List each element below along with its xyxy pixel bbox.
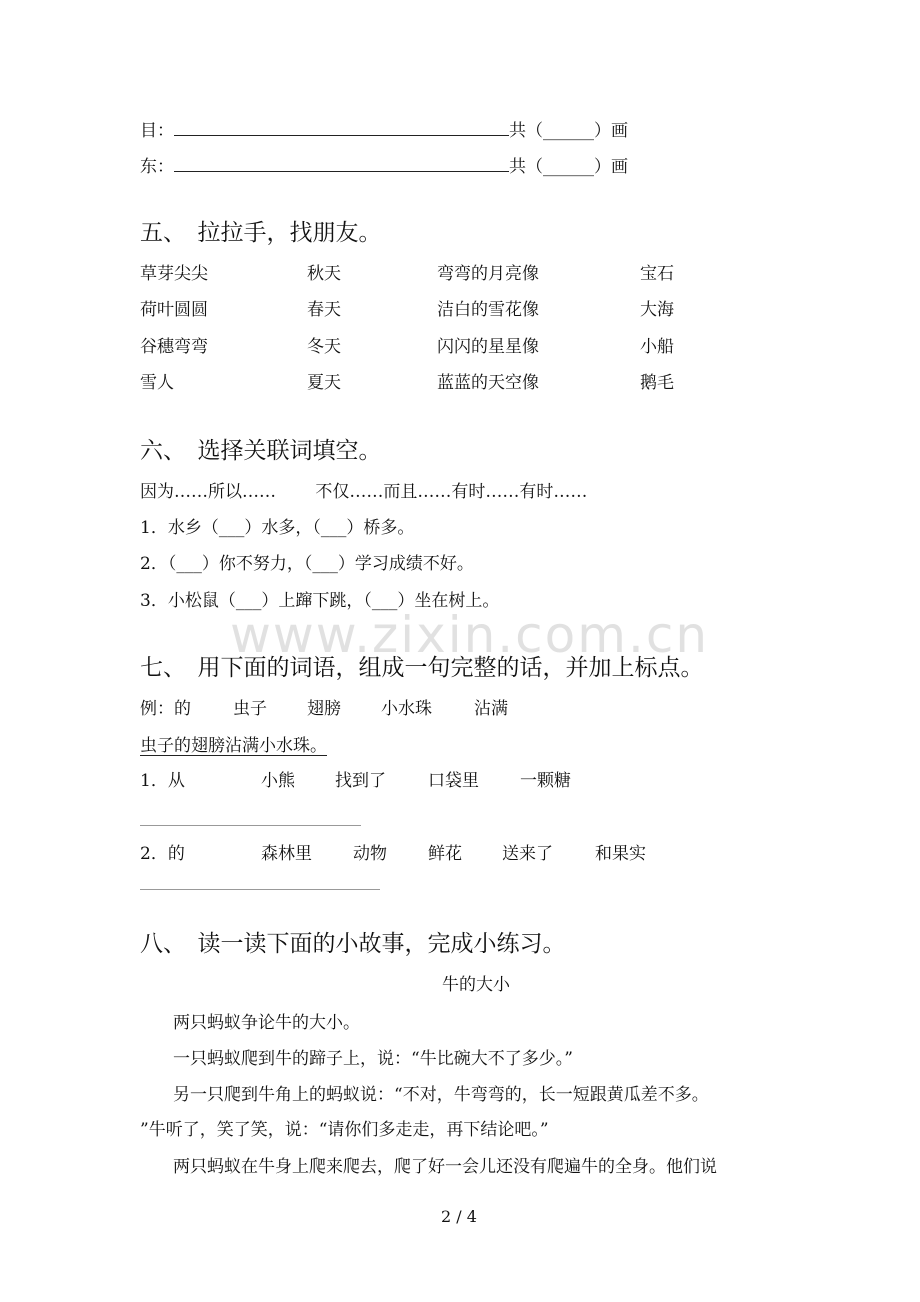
s7-q2-word-2: 森林里 bbox=[261, 844, 312, 864]
s5-r3-c1: 谷穗弯弯 bbox=[140, 337, 208, 357]
story-paragraph-2: 一只蚂蚁爬到牛的蹄子上，说：“牛比碗大不了多少。” bbox=[173, 1049, 573, 1069]
s7-example-word-2: 虫子 bbox=[233, 699, 267, 719]
s5-r3-c2: 冬天 bbox=[307, 337, 341, 357]
s6-item-2: 2．（___）你不努力，（___）学习成绩不好。 bbox=[140, 554, 474, 574]
s7-q2-word-3: 动物 bbox=[353, 844, 387, 864]
s7-example-answer: 虫子的翅膀沾满小水珠。 bbox=[140, 736, 327, 756]
s7-q2-word-6: 和果实 bbox=[595, 844, 646, 864]
s5-r1-c1: 草芽尖尖 bbox=[140, 264, 208, 284]
s5-r4-c1: 雪人 bbox=[140, 373, 174, 393]
s5-r3-c4: 小船 bbox=[640, 337, 674, 357]
story-title: 牛的大小 bbox=[442, 975, 510, 995]
s5-r2-c1: 荷叶圆圆 bbox=[140, 300, 208, 320]
stroke-row-1-line[interactable] bbox=[174, 120, 509, 136]
s5-r4-c4: 鹅毛 bbox=[640, 373, 674, 393]
s5-r4-c3: 蓝蓝的天空像 bbox=[437, 373, 539, 393]
story-paragraph-3b: ”牛听了，笑了笑，说：“请你们多走走，再下结论吧。” bbox=[140, 1120, 549, 1140]
s7-q2-word-5: 送来了 bbox=[502, 844, 553, 864]
stroke-row-1-label: 目： bbox=[140, 121, 174, 141]
stroke-row-1-suffix: 共（______）画 bbox=[509, 121, 628, 141]
s7-q1-answer-line[interactable] bbox=[140, 825, 361, 826]
s7-q2-answer-line[interactable] bbox=[140, 889, 380, 890]
section-7-heading: 七、 用下面的词语，组成一句完整的话，并加上标点。 bbox=[140, 655, 704, 681]
s5-r4-c2: 夏天 bbox=[307, 373, 341, 393]
s7-q1-word-3: 找到了 bbox=[335, 771, 386, 791]
s7-example-word-5: 沾满 bbox=[474, 699, 508, 719]
page-number: 2 / 4 bbox=[441, 1207, 477, 1226]
story-paragraph-4: 两只蚂蚁在牛身上爬来爬去，爬了好一会儿还没有爬遍牛的全身。他们说 bbox=[173, 1157, 717, 1177]
watermark: www.zixin.com.cn bbox=[230, 606, 710, 664]
s5-r3-c3: 闪闪的星星像 bbox=[437, 337, 539, 357]
s7-q1-word-1: 1．从 bbox=[140, 771, 185, 791]
stroke-row-2-suffix: 共（______）画 bbox=[509, 157, 628, 177]
section-5-heading: 五、 拉拉手，找朋友。 bbox=[140, 220, 382, 246]
story-paragraph-3a: 另一只爬到牛角上的蚂蚁说：“不对，牛弯弯的，长一短跟黄瓜差不多。 bbox=[173, 1085, 709, 1105]
section-8-heading: 八、 读一读下面的小故事，完成小练习。 bbox=[140, 931, 566, 957]
s5-r2-c4: 大海 bbox=[640, 300, 674, 320]
s5-r2-c2: 春天 bbox=[307, 300, 341, 320]
s7-example-word-1: 例：的 bbox=[140, 699, 191, 719]
s5-r1-c2: 秋天 bbox=[307, 264, 341, 284]
stroke-row-2-label: 东： bbox=[140, 157, 174, 177]
stroke-row-1 bbox=[140, 120, 628, 141]
s6-item-1: 1．水乡（___）水多，（___）桥多。 bbox=[140, 518, 415, 538]
s7-example-word-4: 小水珠 bbox=[381, 699, 432, 719]
s7-example-word-3: 翅膀 bbox=[307, 699, 341, 719]
s5-r1-c3: 弯弯的月亮像 bbox=[437, 264, 539, 284]
s6-item-3: 3．小松鼠（___）上蹿下跳，（___）坐在树上。 bbox=[140, 591, 500, 611]
s7-q2-word-1: 2．的 bbox=[140, 844, 185, 864]
s7-q1-word-5: 一颗糖 bbox=[520, 771, 571, 791]
s5-r1-c4: 宝石 bbox=[640, 264, 674, 284]
s7-q1-word-4: 口袋里 bbox=[428, 771, 479, 791]
s7-q1-word-2: 小熊 bbox=[261, 771, 295, 791]
story-paragraph-1: 两只蚂蚁争论牛的大小。 bbox=[173, 1013, 360, 1033]
conjunction-options: 因为……所以…… 不仅……而且……有时……有时…… bbox=[140, 482, 588, 502]
s7-q2-word-4: 鲜花 bbox=[428, 844, 462, 864]
s5-r2-c3: 洁白的雪花像 bbox=[437, 300, 539, 320]
section-6-heading: 六、 选择关联词填空。 bbox=[140, 438, 382, 464]
stroke-row-2-line[interactable] bbox=[174, 156, 509, 172]
stroke-row-2 bbox=[140, 156, 628, 177]
